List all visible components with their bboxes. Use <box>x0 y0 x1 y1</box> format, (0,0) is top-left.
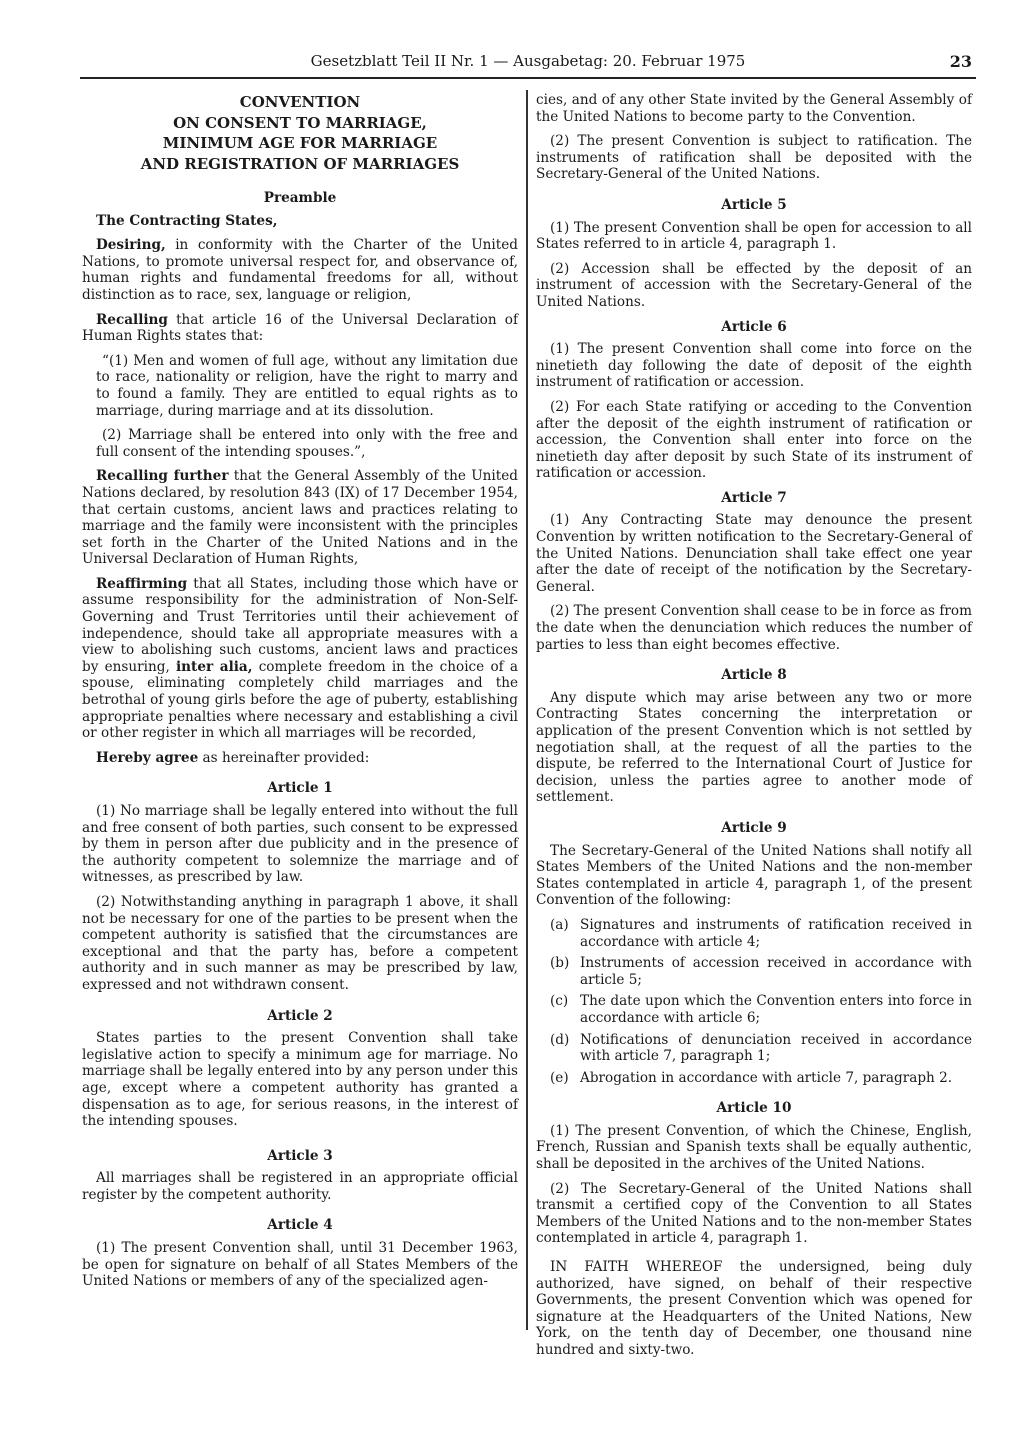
article-7-paragraph-2: (2) The present Convention shall cease to be in force as from the date when the denunciation which reduces the number of parties to less than eight becomes effective. <box>536 603 972 653</box>
article-6-paragraph-1: (1) The present Convention shall come into force on the ninetieth day following the date of deposit of the eighth instrument of ratification or accession. <box>536 341 972 391</box>
article-1-heading: Article 1 <box>267 780 333 797</box>
article-5-paragraph-2: (2) Accession shall be effected by the deposit of an instrument of accession with the Secretary-General of the United Nations. <box>536 260 972 310</box>
paragraph-desiring <box>82 237 518 303</box>
header-title: Gesetzblatt Teil II Nr. 1 — Ausgabetag: 20. Februar 1975 <box>310 52 746 70</box>
header-rule <box>80 77 976 79</box>
convention-title <box>82 92 518 174</box>
article-4-paragraph-1: (1) The present Convention shall, until 31 December 1963, be open for signature on behalf of all States Members of the United Nations or members of any of the specialized agen- <box>82 1240 518 1290</box>
lead-hereby: Hereby agree <box>96 749 199 766</box>
text-recalling: that article 16 of the Universal Declaration of Human Rights states that: <box>82 311 518 345</box>
list-item <box>550 1070 972 1087</box>
list-item-text: Abrogation in accordance with article 7, paragraph 2. <box>580 1069 953 1086</box>
article-2-paragraph-1: States parties to the present Convention shall take legislative action to specify a minimum age for marriage. No marriage shall be legally entered into by any person under this age, except where a competent authority has granted a dispensation as to age, for serious reasons, in the interest of the intending spouses. <box>82 1030 518 1130</box>
article-1-paragraph-1: (1) No marriage shall be legally entered into without the full and free consent of both parties, such consent to be expressed by them in person after due publicity and in the presence of the authority competent to solemnize the marriage and of witnesses, as prescribed by law. <box>82 803 518 886</box>
article-4-paragraph-2: (2) The present Convention is subject to ratification. The instruments of ratification shall be deposited with the Secretary-General of the United Nations. <box>536 133 972 183</box>
right-column <box>536 92 972 1367</box>
text-reaffirming-b: complete freedom in the choice of a spouse, eliminating completely child marriages and the betrothal of young girls before the age of puberty, establishing appropriate penalties where necessary and establishing a civil or other register in which all marriages will be recorded, <box>82 658 518 742</box>
column-divider <box>526 90 528 1330</box>
title-line: MINIMUM AGE FOR MARRIAGE <box>162 134 438 152</box>
left-column <box>82 92 518 1298</box>
list-item-label: (e) <box>550 1069 569 1086</box>
article-5-paragraph-1: (1) The present Convention shall be open for accession to all States referred to in article 4, paragraph 1. <box>536 219 972 253</box>
list-item <box>550 917 972 950</box>
article-10-paragraph-2: (2) The Secretary-General of the United Nations shall transmit a certified copy of the Convention to all States Members of the United Nations and to the non-member States contemplated in article 4, paragraph 1. <box>536 1180 972 1247</box>
contracting-label: The Contracting States, <box>96 212 278 229</box>
lead-recalling: Recalling <box>96 311 168 328</box>
article-7-heading: Article 7 <box>721 489 787 506</box>
inter-alia: inter alia, <box>176 658 253 675</box>
article-7-paragraph-1: (1) Any Contracting State may denounce the present Convention by written notification to the Secretary-General of the United Nations. Denunciation shall take effect one year after the date of receipt of the notification by the Secretary-General. <box>536 512 972 595</box>
list-item <box>550 955 972 988</box>
article-4-continuation: cies, and of any other State invited by the General Assembly of the United Nations to become party to the Convention. <box>536 92 972 125</box>
quote-paragraph-2: (2) Marriage shall be entered into only with the free and full consent of the intending spouses.”, <box>96 427 518 460</box>
article-8-paragraph-1: Any dispute which may arise between any two or more Contracting States concerning the interpretation or application of the present Convention which is not settled by negotiation shall, at the request of all the parties to the dispute, be referred to the International Court of Justice for decision, unless the parties agree to another mode of settlement. <box>536 689 972 806</box>
text-hereby: as hereinafter provided: <box>198 749 370 766</box>
paragraph-hereby <box>82 750 518 767</box>
list-item-text: The date upon which the Convention enters into force in accordance with article 6; <box>580 993 972 1026</box>
lead-recalling-further: Recalling further <box>96 468 229 485</box>
list-item <box>550 993 972 1026</box>
list-item-label: (a) <box>550 916 569 933</box>
article-3-heading: Article 3 <box>267 1147 333 1164</box>
page-number: 23 <box>949 52 972 71</box>
title-line: AND REGISTRATION OF MARRIAGES <box>140 154 460 173</box>
article-2-heading: Article 2 <box>267 1007 333 1024</box>
quote-paragraph-1: “(1) Men and women of full age, without any limitation due to race, nationality or religion, have the right to marry and to found a family. They are entitled to equal rights as to marriage, during marriage and at its dissolution. <box>96 352 518 419</box>
text-reaffirming-a: that all States, including those which have or assume responsibility for the administration of Non-Self-Governing and Trust Territories until their achievement of independence, should take all appropriate measures with a view to abolishing such customs, ancient laws and practices by ensuring, <box>82 575 518 675</box>
text-recalling-further: that the General Assembly of the United Nations declared, by resolution 843 (IX) of 17 December 1954, that certain customs, ancient laws and practices relating to marriage and the family were inconsistent with the principles set forth in the Charter of the United Nations and in the Universal Declaration of Human Rights, <box>82 468 518 568</box>
list-item-label: (b) <box>550 955 570 972</box>
article-10-paragraph-1: (1) The present Convention, of which the Chinese, English, French, Russian and Spanish texts shall be equally authentic, shall be deposited in the archives of the United Nations. <box>536 1122 972 1173</box>
contracting-states <box>82 213 518 230</box>
paragraph-recalling <box>82 312 518 345</box>
article-6-heading: Article 6 <box>721 318 787 335</box>
list-item-label: (d) <box>550 1031 570 1048</box>
article-5-heading: Article 5 <box>721 196 787 213</box>
article-3-paragraph-1: All marriages shall be registered in an appropriate official register by the competent authority. <box>82 1170 518 1203</box>
list-item-text: Signatures and instruments of ratification received in accordance with article 4; <box>580 916 972 950</box>
list-item <box>550 1032 972 1065</box>
article-10-heading: Article 10 <box>716 1100 792 1117</box>
text-desiring: in conformity with the Charter of the United Nations, to promote universal respect for, and observance of, human rights and fundamental freedoms for all, without distinction as to race, sex, language or religion, <box>82 237 518 303</box>
title-line: ON CONSENT TO MARRIAGE, <box>173 113 427 132</box>
page-header <box>80 50 976 74</box>
list-item-label: (c) <box>550 993 569 1010</box>
list-item-text: Notifications of denunciation received in accordance with article 7, paragraph 1; <box>580 1031 972 1065</box>
paragraph-recalling-further <box>82 468 518 568</box>
article-1-paragraph-2: (2) Notwithstanding anything in paragraph 1 above, it shall not be necessary for one of the parties to be present when the competent authority is satisfied that the circumstances are exceptional and that the party has, before a competent authority and in such manner as may be prescribed by law, expressed and not withdrawn consent. <box>82 893 518 993</box>
article-9-paragraph-1: The Secretary-General of the United Nations shall notify all States Members of the United Nations and the non-member States contemplated in article 4, paragraph 1, of the present Convention of the following: <box>536 842 972 909</box>
article-8-heading: Article 8 <box>721 667 787 684</box>
paragraph-reaffirming <box>82 576 518 742</box>
preamble-heading: Preamble <box>263 190 337 206</box>
title-line: CONVENTION <box>239 93 361 111</box>
list-item-text: Instruments of accession received in accordance with article 5; <box>580 955 972 988</box>
lead-reaffirming: Reaffirming <box>96 575 188 592</box>
article-9-heading: Article 9 <box>721 819 787 836</box>
lead-desiring: Desiring, <box>96 237 166 254</box>
article-4-heading: Article 4 <box>267 1217 333 1234</box>
article-6-paragraph-2: (2) For each State ratifying or acceding to the Convention after the deposit of the eighth instrument of ratification or accession, the Convention shall enter into force on the ninetieth day after deposit by such State of its instrument of ratification or accession. <box>536 398 972 482</box>
in-faith-whereof: IN FAITH WHEREOF the undersigned, being duly authorized, have signed, on behalf of their respective Governments, the present Convention which was opened for signature at the Headquarters of the United Nations, New York, on the tenth day of December, one thousand nine hundred and sixty-two. <box>536 1259 972 1358</box>
